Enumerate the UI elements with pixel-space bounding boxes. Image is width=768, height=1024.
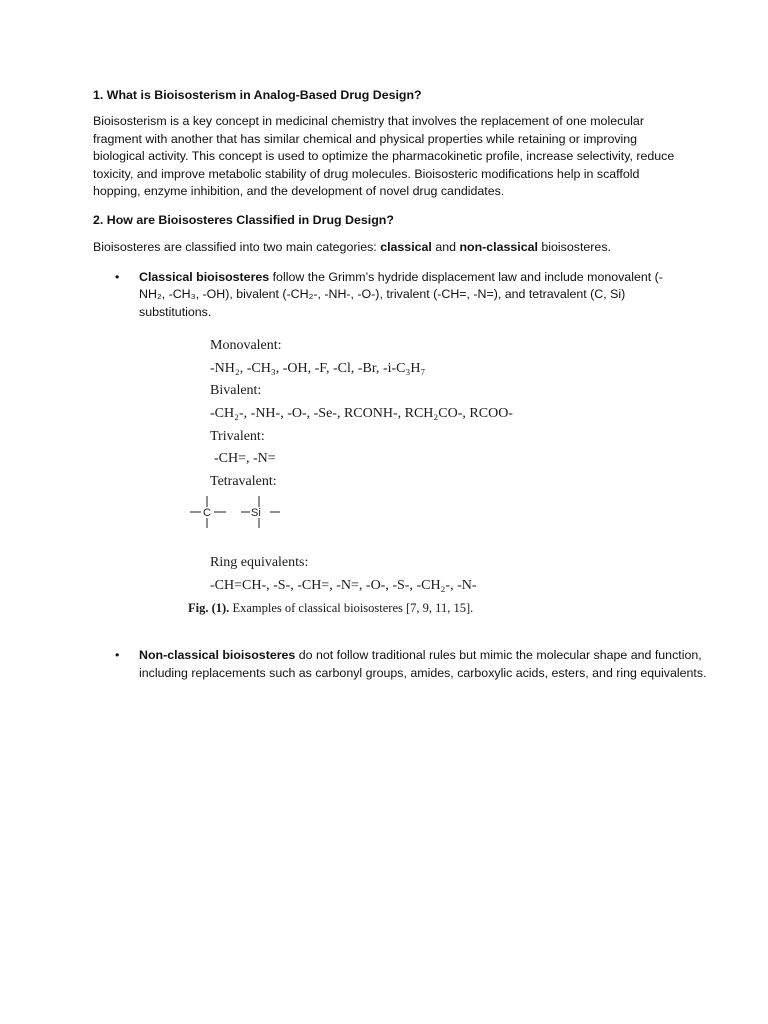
term-non-classical: non-classical bbox=[459, 239, 538, 254]
bivalent-list: -CH₂-, -NH-, -O-, -Se-, RCONH-, RCH₂CO-, RCOO- bbox=[210, 406, 513, 421]
term-classical: classical bbox=[380, 239, 432, 254]
bullet-non-classical bbox=[93, 647, 729, 682]
figure-caption: Fig. (1). Examples of classical bioisosteres [7, 9, 11, 15]. bbox=[188, 601, 474, 615]
bullet-icon: • bbox=[115, 269, 120, 284]
bullet-classical bbox=[93, 269, 683, 322]
classical-text: follow the Grimm’s hydride displacement law and include monovalent (-NH₂, -CH₃, -OH), bivalent (-CH₂-, -NH-, -O-), trivalent (-CH=, -N=), and tetravalent (C, Si) substitutions. bbox=[139, 269, 663, 319]
non-classical-term: Non-classical bioisosteres bbox=[139, 648, 296, 662]
monovalent-list: -NH₂, -CH₃, -OH, -F, -Cl, -Br, -i-C₃H₇ bbox=[210, 361, 426, 376]
question-2-heading: 2. How are Bioisosteres Classified in Drug Design? bbox=[93, 212, 394, 227]
bivalent-label: Bivalent: bbox=[210, 383, 262, 398]
trivalent-list: -CH=, -N= bbox=[214, 451, 276, 466]
monovalent-label: Monovalent: bbox=[210, 338, 282, 353]
non-classical-text: do not follow traditional rules but mimic the molecular shape and function, including replacements such as carbonyl groups, amides, carboxylic acids, esters, and ring equivalents. bbox=[139, 648, 707, 680]
tetravalent-label: Tetravalent: bbox=[210, 474, 277, 489]
trivalent-label: Trivalent: bbox=[210, 429, 265, 444]
atom-si: Si bbox=[251, 507, 261, 519]
question-1-heading: 1. What is Bioisosterism in Analog-Based Drug Design? bbox=[93, 88, 422, 102]
atom-c: C bbox=[203, 507, 211, 519]
bullet-icon: • bbox=[115, 648, 120, 662]
ring-label: Ring equivalents: bbox=[210, 555, 309, 570]
tetravalent-structures bbox=[188, 496, 298, 530]
question-1-body: Bioisosterism is a key concept in medicinal chemistry that involves the replacement of one molecular fragment with another that has similar chemical and physical properties while retaining or improving biological activity. This concept is used to optimize the pharmacokinetic profile, increase selectivity, reduce toxicity, and improve metabolic stability of drug molecules. Bioisosteric modifications help in scaffold hopping, enzyme inhibition, and the development of novel drug candidates. bbox=[93, 114, 675, 199]
document-page bbox=[93, 86, 707, 680]
ring-list: -CH=CH-, -S-, -CH=, -N=, -O-, -S-, -CH₂-, -N- bbox=[210, 578, 477, 593]
classical-term: Classical bioisosteres bbox=[139, 269, 270, 284]
question-2-intro: Bioisosteres are classified into two main categories: classical and non-classical bioisosteres. bbox=[93, 239, 611, 254]
